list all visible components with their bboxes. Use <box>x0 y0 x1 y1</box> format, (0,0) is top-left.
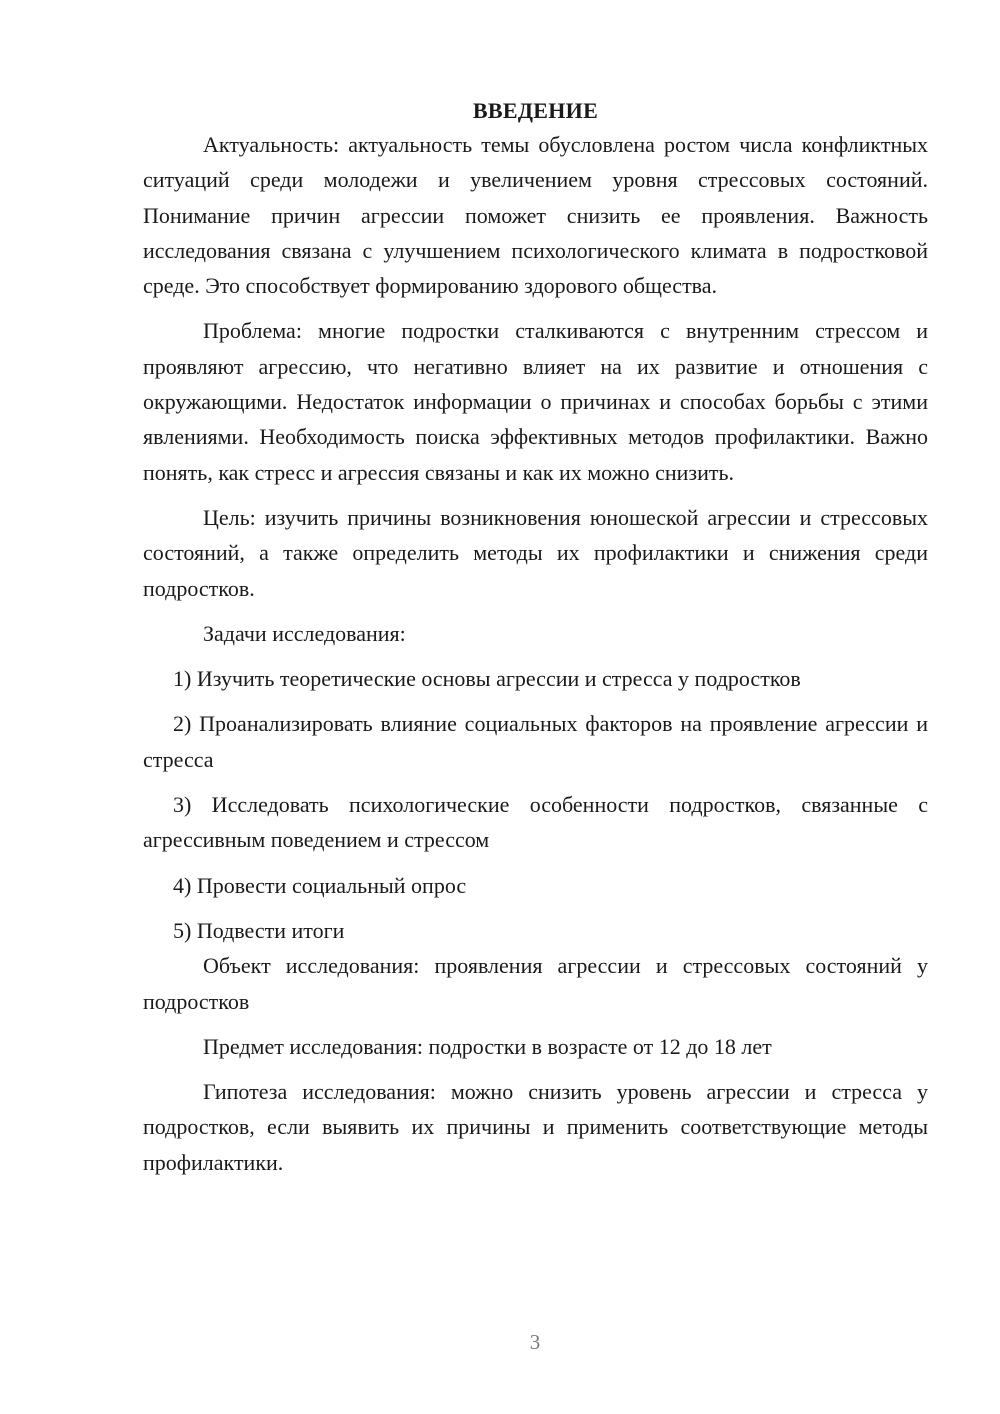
task-item-1: 1) Изучить теоретические основы агрессии и стресса у подростков <box>173 666 801 692</box>
document-page <box>143 95 928 1180</box>
relevance-paragraph: Актуальность: актуальность темы обусловлена ростом числа конфликтных ситуаций среди молодежи и увеличением уровня стрессовых состояний. Понимание причин агрессии поможет снизить ее проявления. Важность исследования связана с улучшением психологического климата в подростковой среде. Это способствует формированию здорового общества. <box>143 132 928 299</box>
hypothesis-paragraph: Гипотеза исследования: можно снизить уровень агрессии и стресса у подростков, если выявить их причины и применить соответствующие методы профилактики. <box>143 1079 928 1175</box>
object-paragraph: Объект исследования: проявления агрессии и стрессовых состояний у подростков <box>143 953 928 1014</box>
section-title: ВВЕДЕНИЕ <box>472 98 599 123</box>
task-item-4: 4) Провести социальный опрос <box>173 872 467 898</box>
subject-paragraph: Предмет исследования: подростки в возрасте от 12 до 18 лет <box>203 1033 772 1059</box>
task-item-5: 5) Подвести итоги <box>173 917 345 943</box>
task-item-2: 2) Проанализировать влияние социальных факторов на проявление агрессии и стресса <box>143 711 928 772</box>
problem-paragraph: Проблема: многие подростки сталкиваются с внутренним стрессом и проявляют агрессию, что негативно влияет на их развитие и отношения с окружающими. Недостаток информации о причинах и способах борьбы с этими явлениями. Необходимость поиска эффективных методов профилактики. Важно понять, как стресс и агрессия связаны и как их можно снизить. <box>143 318 928 485</box>
goal-paragraph: Цель: изучить причины возникновения юношеской агрессии и стрессовых состояний, а также определить методы их профилактики и снижения среди подростков. <box>143 504 928 601</box>
tasks-heading: Задачи исследования: <box>203 620 406 646</box>
page-number: 3 <box>529 1330 541 1354</box>
task-item-3: 3) Исследовать психологические особенности подростков, связанные с агрессивным поведением и стрессом <box>143 792 928 853</box>
